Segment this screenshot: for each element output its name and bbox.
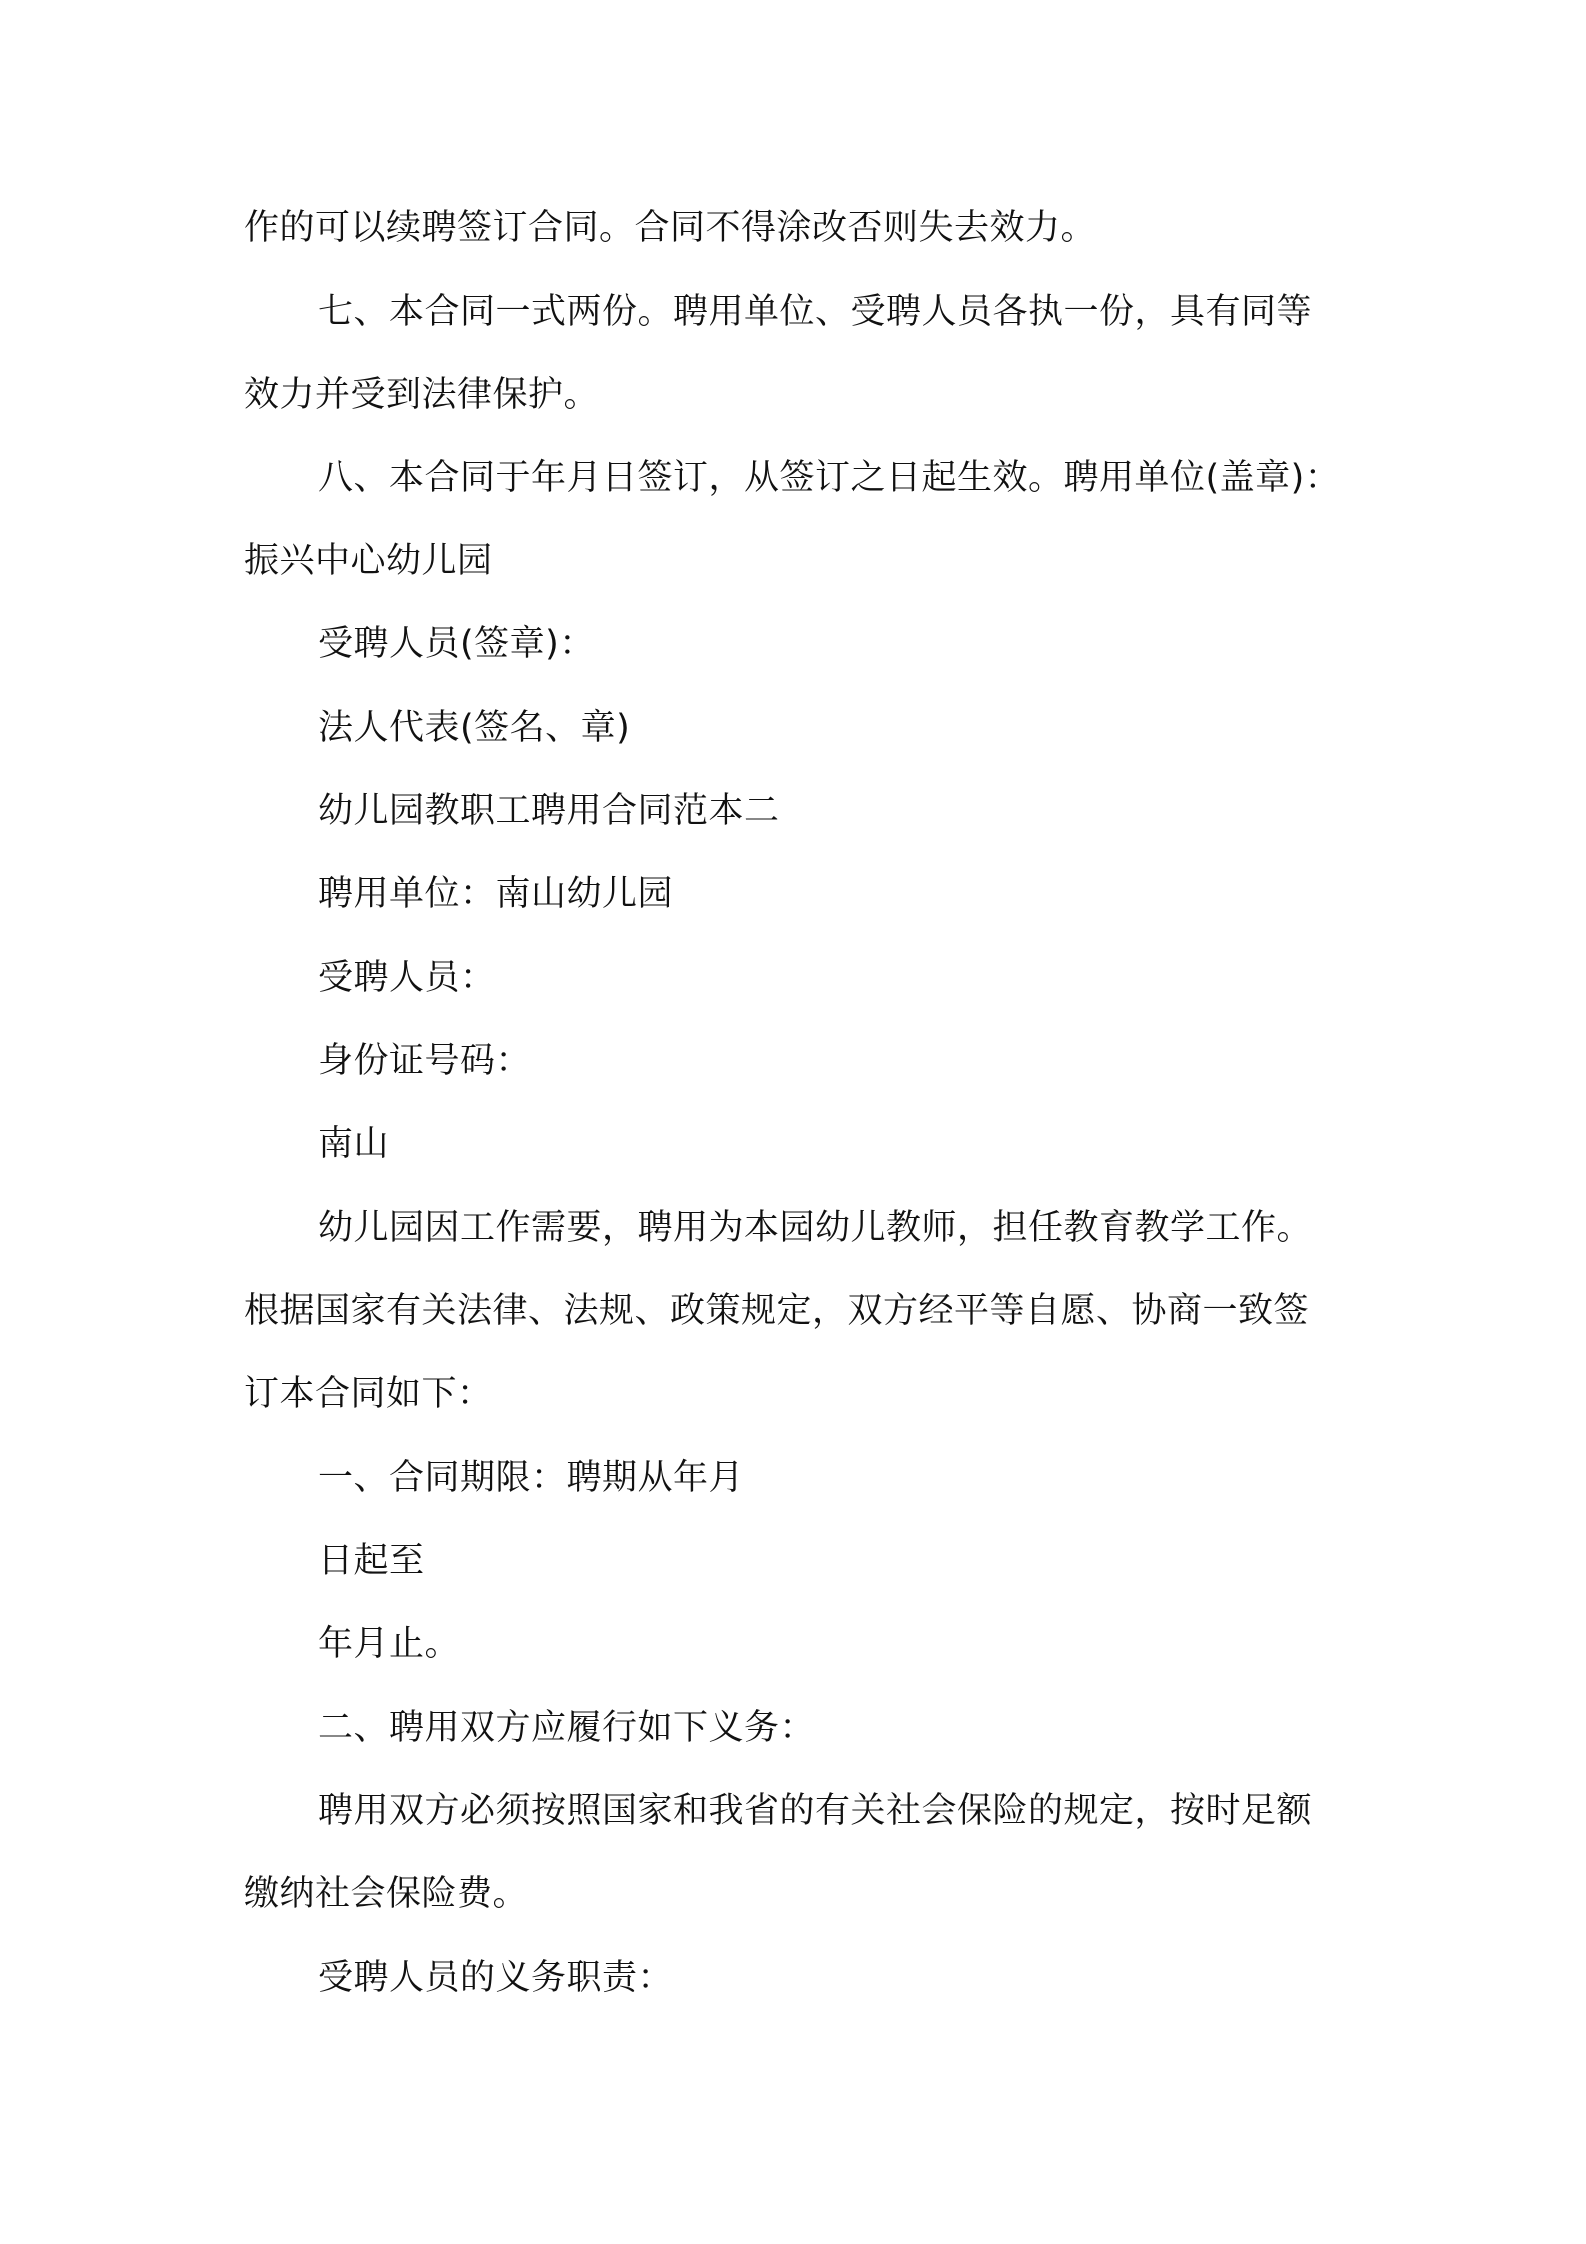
text-line: 法人代表(签名、章) (318, 708, 631, 748)
text-line: 七、本合同一式两份。聘用单位、受聘人员各执一份，具有同等 (318, 292, 1313, 332)
text-line: 身份证号码： (318, 1041, 532, 1081)
section-title: 幼儿园教职工聘用合同范本二 (318, 791, 780, 831)
text-line: 效力并受到法律保护。 (244, 375, 600, 415)
text-line: 一、合同期限：聘期从年月 (318, 1458, 745, 1498)
text-line: 年月止。 (318, 1624, 461, 1664)
text-line: 受聘人员： (318, 958, 496, 998)
text-line: 受聘人员的义务职责： (318, 1958, 674, 1998)
text-line: 受聘人员(签章)： (318, 624, 595, 664)
text-line: 日起至 (318, 1541, 425, 1581)
text-line: 振兴中心幼儿园 (244, 541, 493, 581)
text-line: 二、聘用双方应履行如下义务： (318, 1708, 816, 1748)
text-line: 聘用单位：南山幼儿园 (318, 874, 674, 914)
text-line: 聘用双方必须按照国家和我省的有关社会保险的规定，按时足额 (318, 1791, 1313, 1831)
text-line: 缴纳社会保险费。 (244, 1874, 529, 1914)
text-line: 作的可以续聘签订合同。合同不得涂改否则失去效力。 (244, 208, 1097, 248)
text-line: 幼儿园因工作需要，聘用为本园幼儿教师，担任教育教学工作。 (318, 1208, 1313, 1248)
text-line: 南山 (318, 1124, 390, 1164)
text-line: 订本合同如下： (244, 1374, 493, 1414)
text-line: 根据国家有关法律、法规、政策规定，双方经平等自愿、协商一致签 (244, 1291, 1310, 1331)
text-line: 八、本合同于年月日签订，从签订之日起生效。聘用单位(盖章)： (318, 458, 1341, 498)
